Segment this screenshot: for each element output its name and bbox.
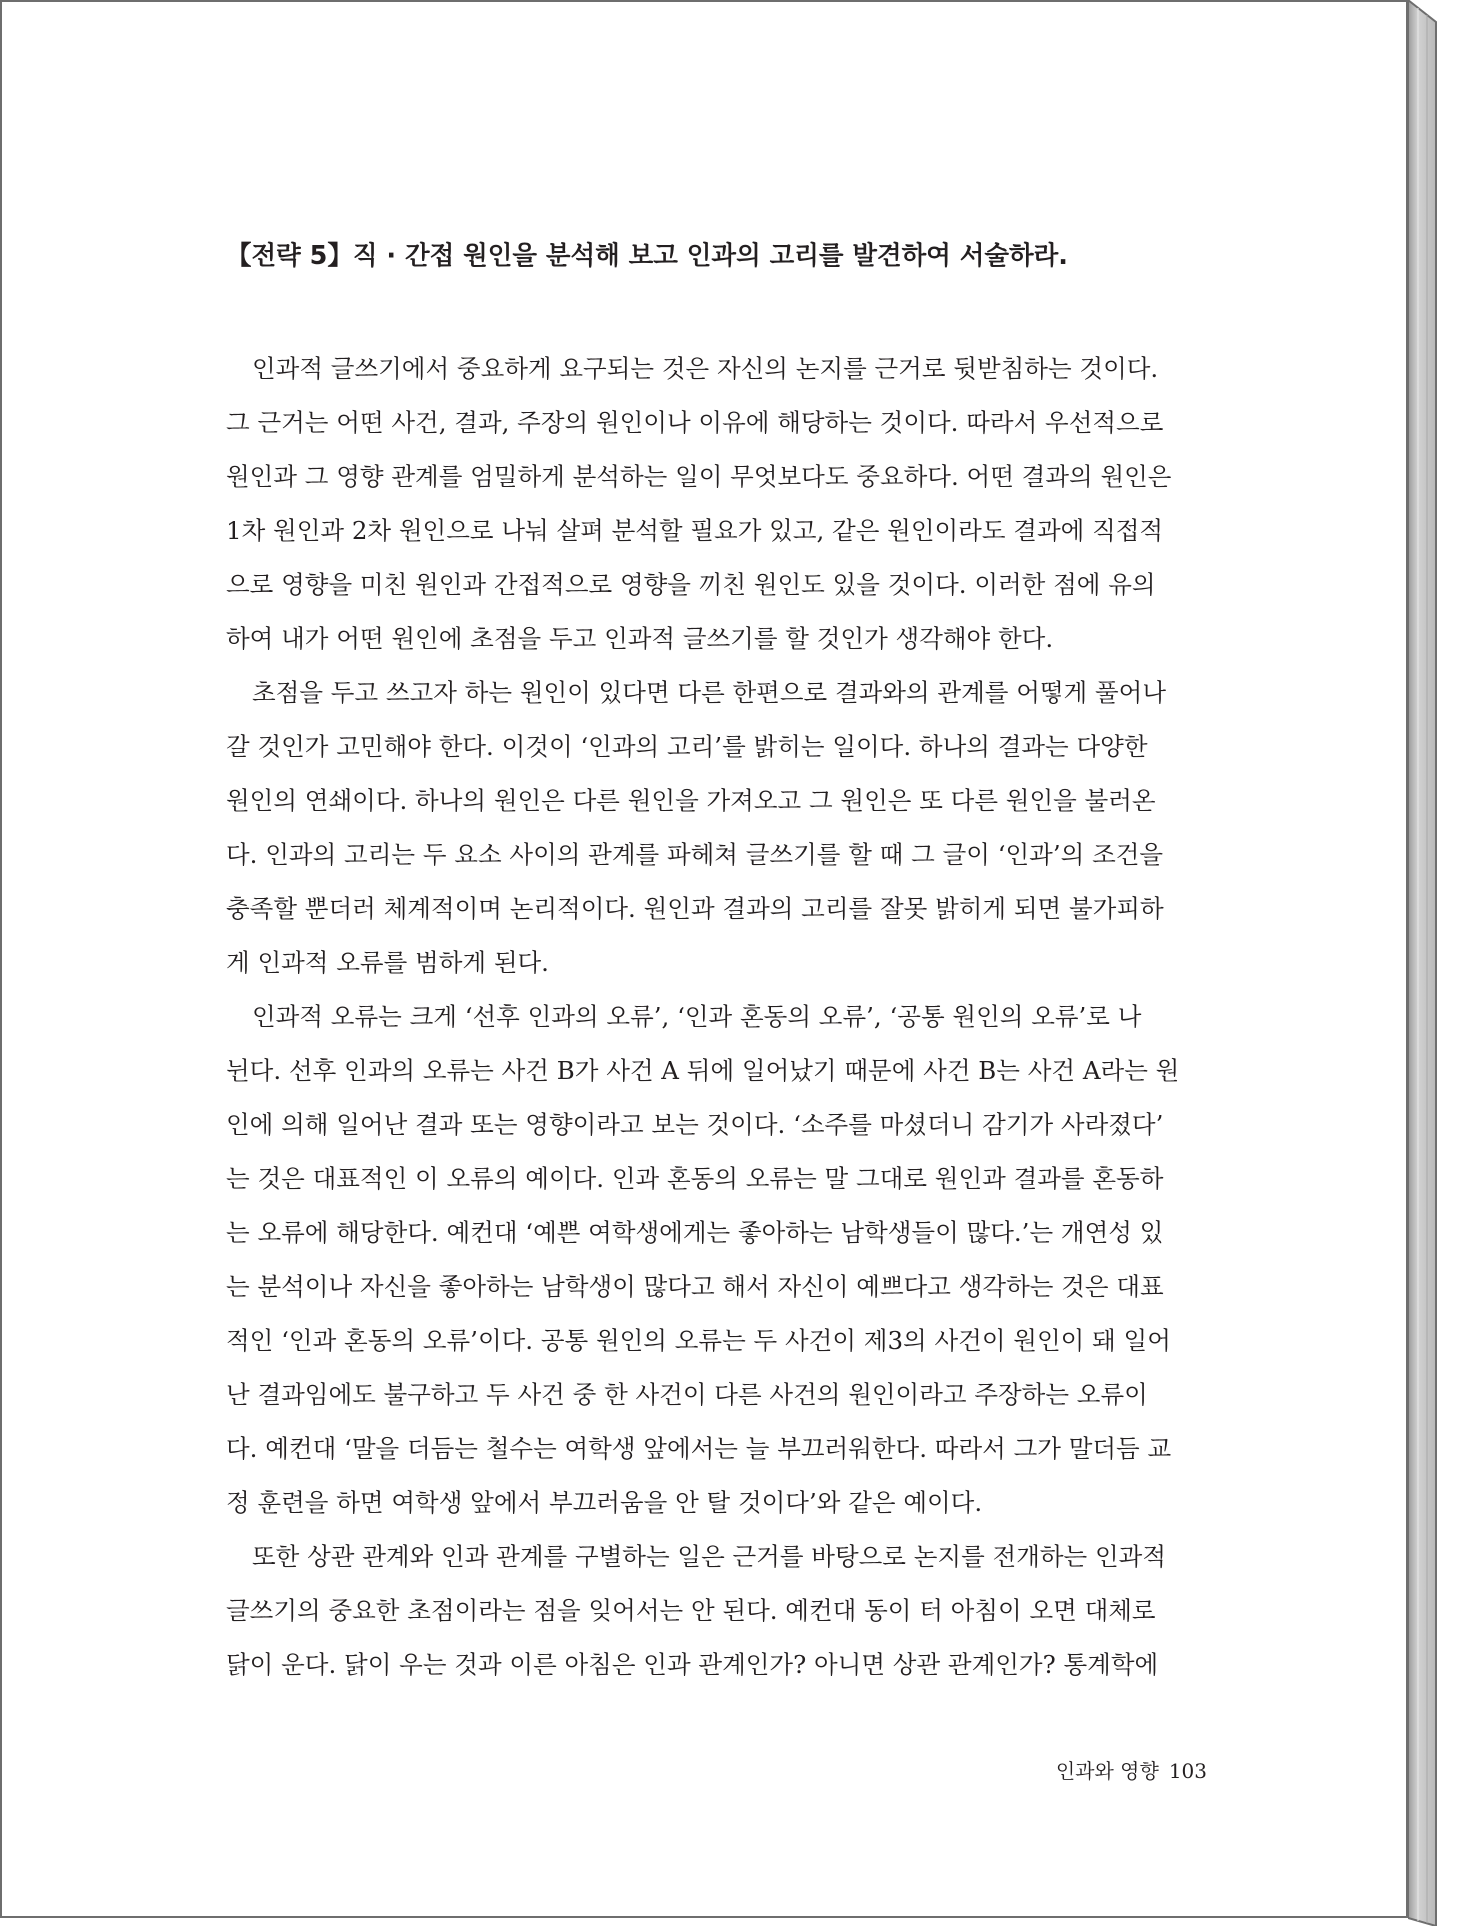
text-line: 인과적 글쓰기에서 중요하게 요구되는 것은 자신의 논지를 근거로 뒷받침하는 것이다. [252,354,1159,383]
text-line: 1차 원인과 2차 원인으로 나눠 살펴 분석할 필요가 있고, 같은 원인이라도 결과에 직접적 [226,516,1164,545]
text-line: 글쓰기의 중요한 초점이라는 점을 잊어서는 안 된다. 예컨대 동이 터 아침이 오면 대체로 [226,1596,1156,1625]
text-line: 인에 의해 일어난 결과 또는 영향이라고 보는 것이다. ‘소주를 마셨더니 감기가 사라졌다’ [226,1110,1164,1139]
running-footer-title: 인과와 영향 [1055,1759,1159,1783]
page-number: 103 [1168,1759,1207,1783]
text-line: 적인 ‘인과 혼동의 오류’이다. 공통 원인의 오류는 두 사건이 제3의 사건이 원인이 돼 일어 [226,1326,1171,1355]
text-line: 는 것은 대표적인 이 오류의 예이다. 인과 혼동의 오류는 말 그대로 원인과 결과를 혼동하 [226,1164,1164,1193]
text-line: 는 오류에 해당한다. 예컨대 ‘예쁜 여학생에게는 좋아하는 남학생들이 많다.’는 개연성 있 [226,1218,1164,1247]
text-line: 닭이 운다. 닭이 우는 것과 이른 아침은 인과 관계인가? 아니면 상관 관계인가? 통계학에 [226,1650,1159,1679]
body-text [226,342,1186,1692]
text-line: 원인의 연쇄이다. 하나의 원인은 다른 원인을 가져오고 그 원인은 또 다른 원인을 불러온 [226,786,1156,815]
paragraph-4 [226,1530,1186,1692]
text-line: 충족할 뿐더러 체계적이며 논리적이다. 원인과 결과의 고리를 잘못 밝히게 되면 불가피하 [226,894,1164,923]
text-line: 또한 상관 관계와 인과 관계를 구별하는 일은 근거를 바탕으로 논지를 전개하는 인과적 [252,1542,1167,1571]
text-line: 난 결과임에도 불구하고 두 사건 중 한 사건이 다른 사건의 원인이라고 주장하는 오류이 [226,1380,1148,1409]
text-line: 원인과 그 영향 관계를 엄밀하게 분석하는 일이 무엇보다도 중요하다. 어떤 결과의 원인은 [226,462,1172,491]
paragraph-1 [226,342,1186,666]
text-line: 뉜다. 선후 인과의 오류는 사건 B가 사건 A 뒤에 일어났기 때문에 사건 B는 사건 A라는 원 [226,1056,1180,1085]
text-line: 인과적 오류는 크게 ‘선후 인과의 오류’, ‘인과 혼동의 오류’, ‘공통 원인의 오류’로 나 [252,1002,1142,1031]
text-line: 정 훈련을 하면 여학생 앞에서 부끄러움을 안 탈 것이다’와 같은 예이다. [226,1488,983,1517]
page-footer [1046,1756,1207,1786]
paragraph-2 [226,666,1186,990]
text-line: 다. 예컨대 ‘말을 더듬는 철수는 여학생 앞에서는 늘 부끄러워한다. 따라서 그가 말더듬 교 [226,1434,1172,1463]
text-line: 그 근거는 어떤 사건, 결과, 주장의 원인이나 이유에 해당하는 것이다. 따라서 우선적으로 [226,408,1164,437]
text-line: 다. 인과의 고리는 두 요소 사이의 관계를 파헤쳐 글쓰기를 할 때 그 글이 ‘인과’의 조건을 [226,840,1164,869]
text-line: 게 인과적 오류를 범하게 된다. [226,948,549,977]
text-line: 하여 내가 어떤 원인에 초점을 두고 인과적 글쓰기를 할 것인가 생각해야 한다. [226,624,1054,653]
section-heading: 【전략 5】직 · 간접 원인을 분석해 보고 인과의 고리를 발견하여 서술하라. [226,241,1068,271]
text-line: 으로 영향을 미친 원인과 간접적으로 영향을 끼친 원인도 있을 것이다. 이러한 점에 유의 [226,570,1156,599]
text-line: 는 분석이나 자신을 좋아하는 남학생이 많다고 해서 자신이 예쁘다고 생각하는 것은 대표 [226,1272,1164,1301]
page-edge-stack [1408,0,1438,1926]
paragraph-3 [226,990,1186,1530]
text-line: 초점을 두고 쓰고자 하는 원인이 있다면 다른 한편으로 결과와의 관계를 어떻게 풀어나 [252,678,1167,707]
text-line: 갈 것인가 고민해야 한다. 이것이 ‘인과의 고리’를 밝히는 일이다. 하나의 결과는 다양한 [226,732,1148,761]
